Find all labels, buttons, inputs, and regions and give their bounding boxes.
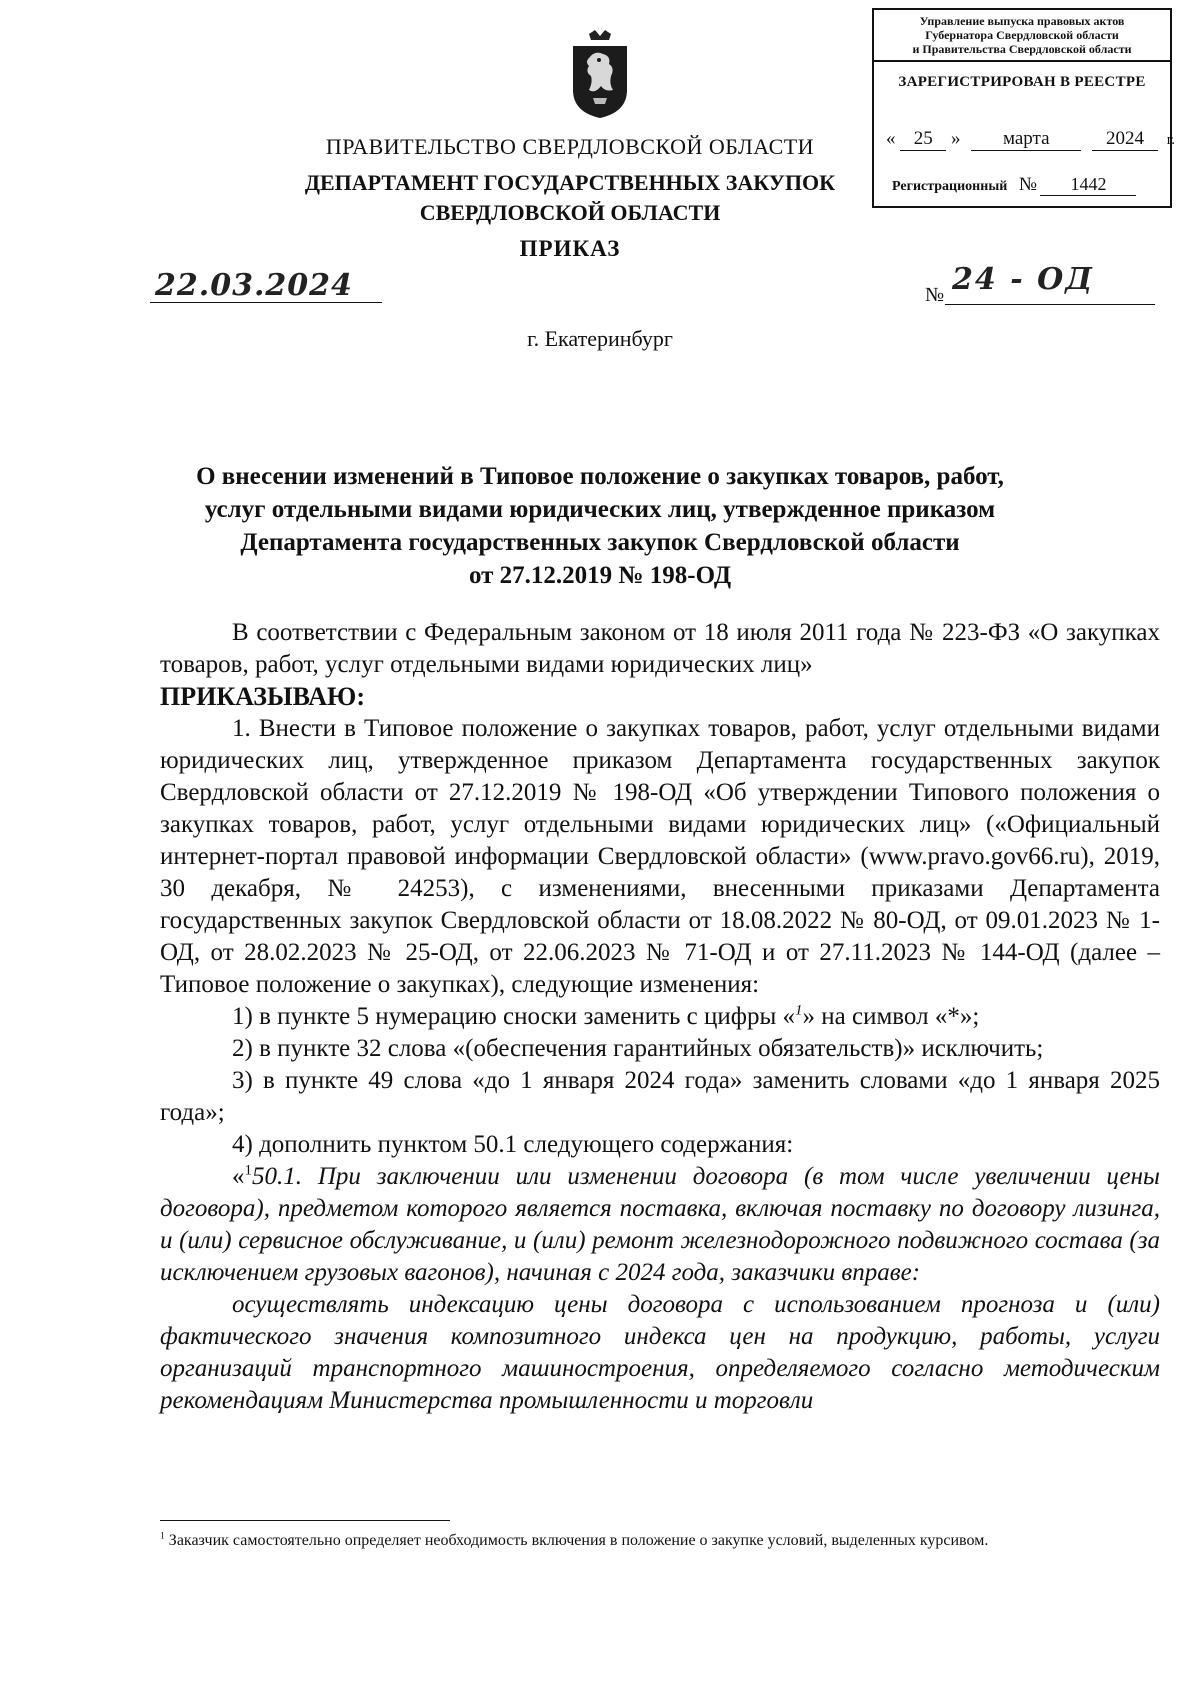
order-date-handwritten: 22.03.2024 [155, 268, 353, 303]
quoted-clause-text: 50.1. При заключении или изменении договора (в том числе увеличении цены договора), предметом которого является поставка, включая поставку по договору лизинга, и (или) сервисное обслуживание, и (или) ремонт железнодорожного подвижного состава (за исключением грузовых вагонов), начиная с 2024 года, заказчики вправе: [160, 1163, 1160, 1286]
footnote [160, 1530, 1160, 1552]
stamp-day: 25 [900, 128, 946, 151]
subitem-1-sup: 1 [795, 1002, 803, 1019]
number-underline [945, 304, 1155, 305]
footnote-separator [160, 1520, 450, 1521]
order-word: ПРИКАЗЫВАЮ: [160, 682, 365, 711]
stamp-heading-line: и Правительства Свердловской области [912, 42, 1132, 56]
stamp-heading-line: Управление выпуска правовых актов [919, 14, 1125, 28]
coat-of-arms-icon [565, 28, 635, 120]
stamp-quote-open: « [886, 128, 896, 149]
stamp-year-suffix: г. [1166, 132, 1175, 148]
title-line: от 27.12.2019 № 198-ОД [468, 562, 732, 589]
quoted-clause-paragraph-2: осуществлять индексацию цены договора с использованием прогноза и (или) фактического значения композитного индекса цен на продукцию, работы, услуги организаций транспортного машиностроения, определяемого согласно методическим рекомендациям Министерства промышленности и торговли [160, 1291, 1160, 1414]
item-1-paragraph: 1. Внести в Типовое положение о закупках товаров, работ, услуг отдельными видами юридических лиц, утвержденное приказом Департамента государственных закупок Свердловской области от 27.12.2019 № 198-ОД «Об утверждении Типового положения о закупках товаров, работ, услуг отдельными видами юридических лиц» («Официальный интернет-портал правовой информации Свердловской области» (www.pravo.gov66.ru), 2019, 30 декабря, № 24253), с изменениями, внесенными приказами Департамента государственных закупок Свердловской области от 18.08.2022 № 80-ОД, от 09.01.2023 № 1-ОД, от 28.02.2023 № 25-ОД, от 22.06.2023 № 71-ОД и от 27.11.2023 № 144-ОД (далее – Типовое положение о закупках), следующие изменения: [160, 715, 1160, 998]
stamp-reg-label: Регистрационный [892, 179, 1008, 194]
government-name: ПРАВИТЕЛЬСТВО СВЕРДЛОВСКОЙ ОБЛАСТИ [325, 134, 815, 159]
subitem-3: 3) в пункте 49 слова «до 1 января 2024 года» заменить словами «до 1 января 2025 года»; [160, 1067, 1160, 1126]
document-title [160, 460, 1040, 592]
footnote-text: Заказчик самостоятельно определяет необходимость включения в положение о закупке условий, выделенных курсивом. [168, 1532, 989, 1549]
stamp-month: марта [971, 128, 1081, 151]
subitem-1-text-a: 1) в пункте 5 нумерацию сноски заменить с цифры « [232, 1003, 796, 1030]
title-line: услуг отдельными видами юридических лиц, утвержденное приказом [204, 496, 996, 523]
stamp-date [886, 128, 1175, 151]
stamp-reg-number: 1442 [1040, 174, 1136, 196]
quoted-clause-paragraph [160, 1161, 1160, 1289]
intro-paragraph: В соответствии с Федеральным законом от 18 июля 2011 года № 223-ФЗ «О закупках товаров, работ, услуг отдельными видами юридических лиц» [160, 619, 1160, 678]
quote-open: « [232, 1163, 245, 1190]
stamp-num-sign: № [1018, 174, 1037, 195]
document-body [160, 617, 1160, 1417]
stamp-registration-number [892, 174, 1136, 196]
order-number-sign: № [925, 284, 945, 306]
footnote-ref: 1 [244, 1162, 252, 1179]
stamp-year: 2024 [1092, 128, 1158, 151]
subitem-2: 2) в пункте 32 слова «(обеспечения гарантийных обязательств)» исключить; [232, 1035, 1044, 1062]
city-name: г. Екатеринбург [527, 326, 673, 351]
stamp-heading [874, 10, 1170, 62]
department-name-line1: ДЕПАРТАМЕНТ ГОСУДАРСТВЕННЫХ ЗАКУПОК [304, 170, 836, 195]
subitem-4: 4) дополнить пунктом 50.1 следующего содержания: [232, 1131, 794, 1158]
title-line: О внесении изменений в Типовое положение о закупках товаров, работ, [196, 463, 1004, 490]
date-underline [150, 302, 382, 303]
subitem-1 [160, 1001, 1160, 1033]
department-name-line2: СВЕРДЛОВСКОЙ ОБЛАСТИ [419, 200, 721, 225]
registration-stamp [872, 8, 1175, 208]
footnote-marker: 1 [160, 1530, 165, 1542]
document-type: ПРИКАЗ [519, 236, 621, 261]
stamp-heading-line: Губернатора Свердловской области [925, 28, 1119, 42]
subitem-1-text-b: » на символ «*»; [802, 1003, 980, 1030]
title-line: Департамента государственных закупок Свердловской области [240, 529, 960, 556]
order-number-handwritten: 24 - ОД [952, 262, 1094, 297]
stamp-registered-label: ЗАРЕГИСТРИРОВАН В РЕЕСТРЕ [898, 74, 1146, 90]
stamp-quote-close: » [951, 128, 961, 149]
